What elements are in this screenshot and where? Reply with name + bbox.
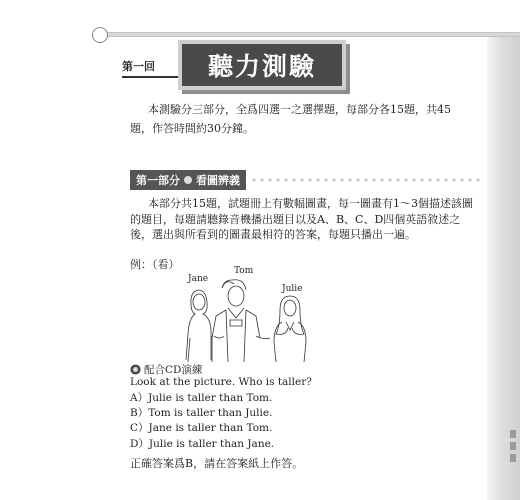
answer-note: 正確答案爲B，請在答案紙上作答。 (130, 457, 304, 470)
cd-label: 配合CD演練 (144, 364, 203, 376)
option-b: B）Tom is taller than Julie. (130, 407, 273, 420)
intro-paragraph: 本測驗分三部分，全爲四選一之選擇題，每部分各15題，共45題，作答時間約30分鐘。 (130, 103, 451, 135)
part-number: 第一部分 (136, 174, 180, 187)
people-illustration (170, 262, 320, 362)
top-rule (100, 32, 520, 37)
dotted-rule (250, 178, 480, 182)
name-label-julie: Julie (282, 284, 303, 294)
edge-mark (510, 442, 516, 450)
part-badge (130, 170, 246, 190)
name-label-jane: Jane (188, 274, 209, 284)
option-d: D）Julie is taller than Jane. (130, 437, 275, 450)
question-text: Look at the picture. Who is taller? (130, 376, 312, 388)
option-c: C）Jane is taller than Tom. (130, 422, 273, 435)
binder-hole-icon (92, 27, 108, 43)
part-name: 看圖辨義 (196, 174, 240, 187)
example-label: 例：（看） (130, 258, 180, 271)
cd-icon (130, 364, 141, 375)
edge-mark (510, 430, 516, 438)
page-title: 聽力測驗 (207, 52, 316, 81)
option-list (130, 391, 274, 452)
section-label: 第一回 (122, 58, 178, 78)
bullet-icon (184, 176, 192, 184)
edge-mark (510, 454, 516, 462)
title-box (178, 40, 346, 90)
part-description: 本部分共15題，試題冊上有數幅圖畫，每一圖畫有1～3個描述該圖的題目，每題請聽錄音機播出題目以及A、B、C、D四個英語敘述之後，選出與所看到的圖畫最相符的答案，每題只播出一遍。 (130, 197, 473, 241)
illustration-drawing (170, 262, 320, 362)
name-label-tom: Tom (234, 266, 254, 276)
cd-practice-line (130, 362, 202, 377)
option-a: A）Julie is taller than Tom. (130, 392, 273, 404)
part-heading (130, 170, 480, 190)
